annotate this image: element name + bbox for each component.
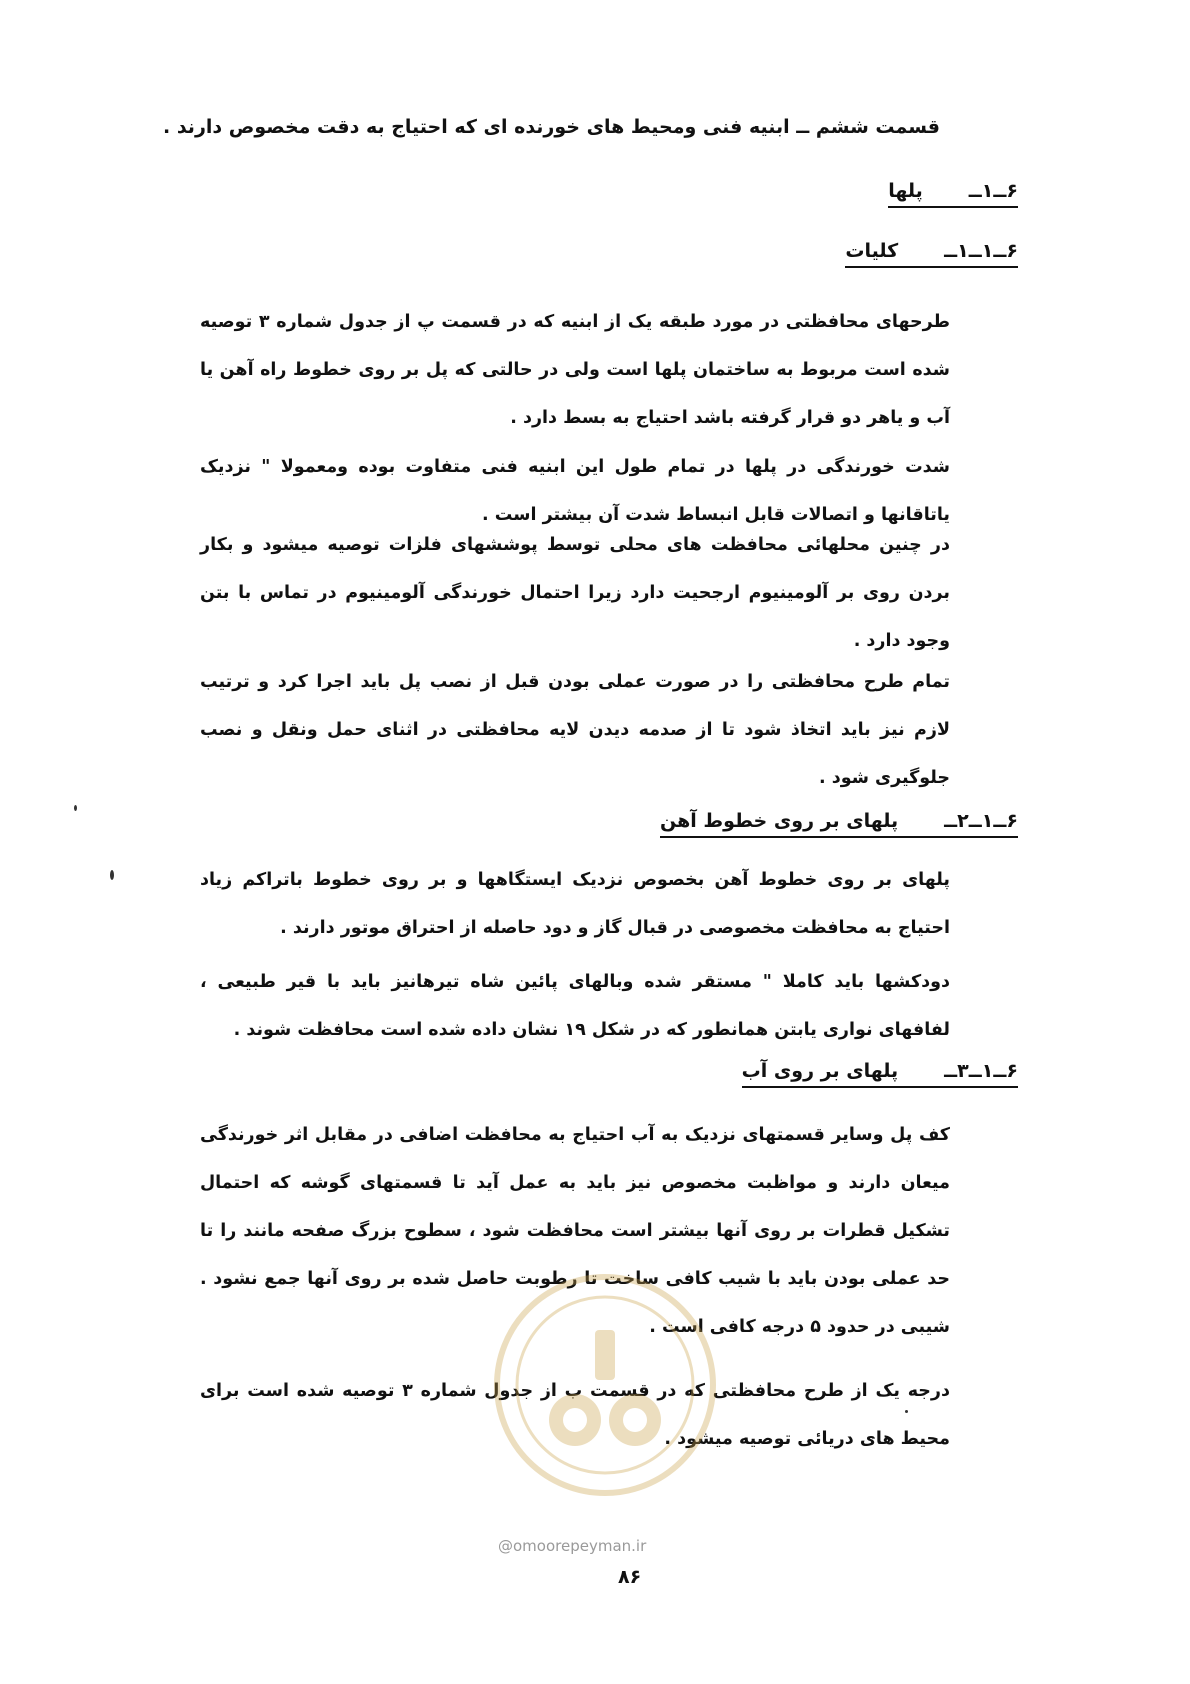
section-heading-6-1-3 xyxy=(742,1060,1018,1088)
scan-speck xyxy=(110,870,114,880)
section-title: پلهای بر روی آب xyxy=(741,1060,899,1082)
paragraph-7: کف پل وسایر قسمتهای نزدیک به آب احتیاج به محافظت اضافی در مقابل اثر خورندگی میعان دارند و مواظبت مخصوص نیز باید به عمل آید تا قسمتهای گوشه که احتمال تشکیل قطرات بر روی آنها بیشتر است محافظت شود ، سطوح بزرگ صفحه مانند را تا حد عملی بودن باید با شیب کافی ساخت تا رطوبت حاصل شده بر روی آنها جمع نشود . شیبی در حدود ۵ درجه کافی است . xyxy=(200,1125,950,1337)
paragraph-3: در چنین محلهائی محافظت های محلی توسط پوششهای فلزات توصیه میشود و بکار بردن روی بر آلومینیوم ارجحیت دارد زیرا احتمال خورندگی آلومینیوم در تماس با بتن وجود دارد . xyxy=(200,535,950,651)
paragraph-5: پلهای بر روی خطوط آهن بخصوص نزدیک ایستگاهها و بر روی خطوط باتراکم زیاد احتیاج به محافظت مخصوصی در قبال گاز و دود حاصله از احتراق موتور دارند . xyxy=(200,870,950,938)
section-title: پلهای بر روی خطوط آهن xyxy=(659,810,899,832)
section-heading-6-1-1 xyxy=(845,240,1018,268)
section-title: کلیات xyxy=(845,240,899,262)
section-number: ۶ــ۱ــ۲ــ xyxy=(944,810,1018,832)
section-title: پلها xyxy=(888,180,923,202)
watermark-url: @omoorepeyman.ir xyxy=(498,1537,647,1555)
watermark-seal-icon xyxy=(490,1270,720,1500)
section-heading-6-1-2 xyxy=(660,810,1018,838)
paragraph-8: درجه یک از طرح محافظتی که در قسمت ب از جدول شماره ۳ توصیه شده است برای محیط های دریائی توصیه میشود . xyxy=(200,1381,950,1449)
paragraph-6: دودکشها باید کاملا " مستقر شده وبالهای پائین شاه تیرهانیز باید با قیر طبیعی ، لفافهای نواری یابتن همانطور که در شکل ۱۹ نشان داده شده است محافظت شوند . xyxy=(200,972,950,1040)
scan-speck xyxy=(74,805,77,811)
section-number: ۶ــ۱ــ۱ــ xyxy=(944,240,1018,262)
page-number: ۸۶ xyxy=(618,1566,642,1588)
paragraph-1: طرحهای محافظتی در مورد طبقه یک از ابنیه که در قسمت پ از جدول شماره ۳ توصیه شده است مربوط به ساختمان پلها است ولی در حالتی که پل بر روی خطوط راه آهن یا آب و یاهر دو قرار گرفته باشد احتیاج به بسط دارد . xyxy=(200,312,950,428)
paragraph-2: شدت خورندگی در پلها در تمام طول این ابنیه فنی متفاوت بوده ومعمولا " نزدیک یاتاقانها و اتصالات قابل انبساط شدت آن بیشتر است . xyxy=(200,457,950,525)
paragraph-4: تمام طرح محافظتی را در صورت عملی بودن قبل از نصب پل باید اجرا کرد و ترتیب لازم نیز باید اتخاذ شود تا از صدمه دیدن لایه محافظتی در اثنای حمل ونقل و نصب جلوگیری شود . xyxy=(200,672,950,788)
section-heading-6-1 xyxy=(888,180,1018,208)
section-number: ۶ــ۱ــ xyxy=(968,180,1018,202)
scan-speck xyxy=(905,1410,908,1413)
section-number: ۶ــ۱ــ۳ــ xyxy=(944,1060,1018,1082)
part-title: قسمت ششم ــ ابنیه فنی ومحیط های خورنده ای که احتیاج به دقت مخصوص دارند . xyxy=(163,116,940,138)
